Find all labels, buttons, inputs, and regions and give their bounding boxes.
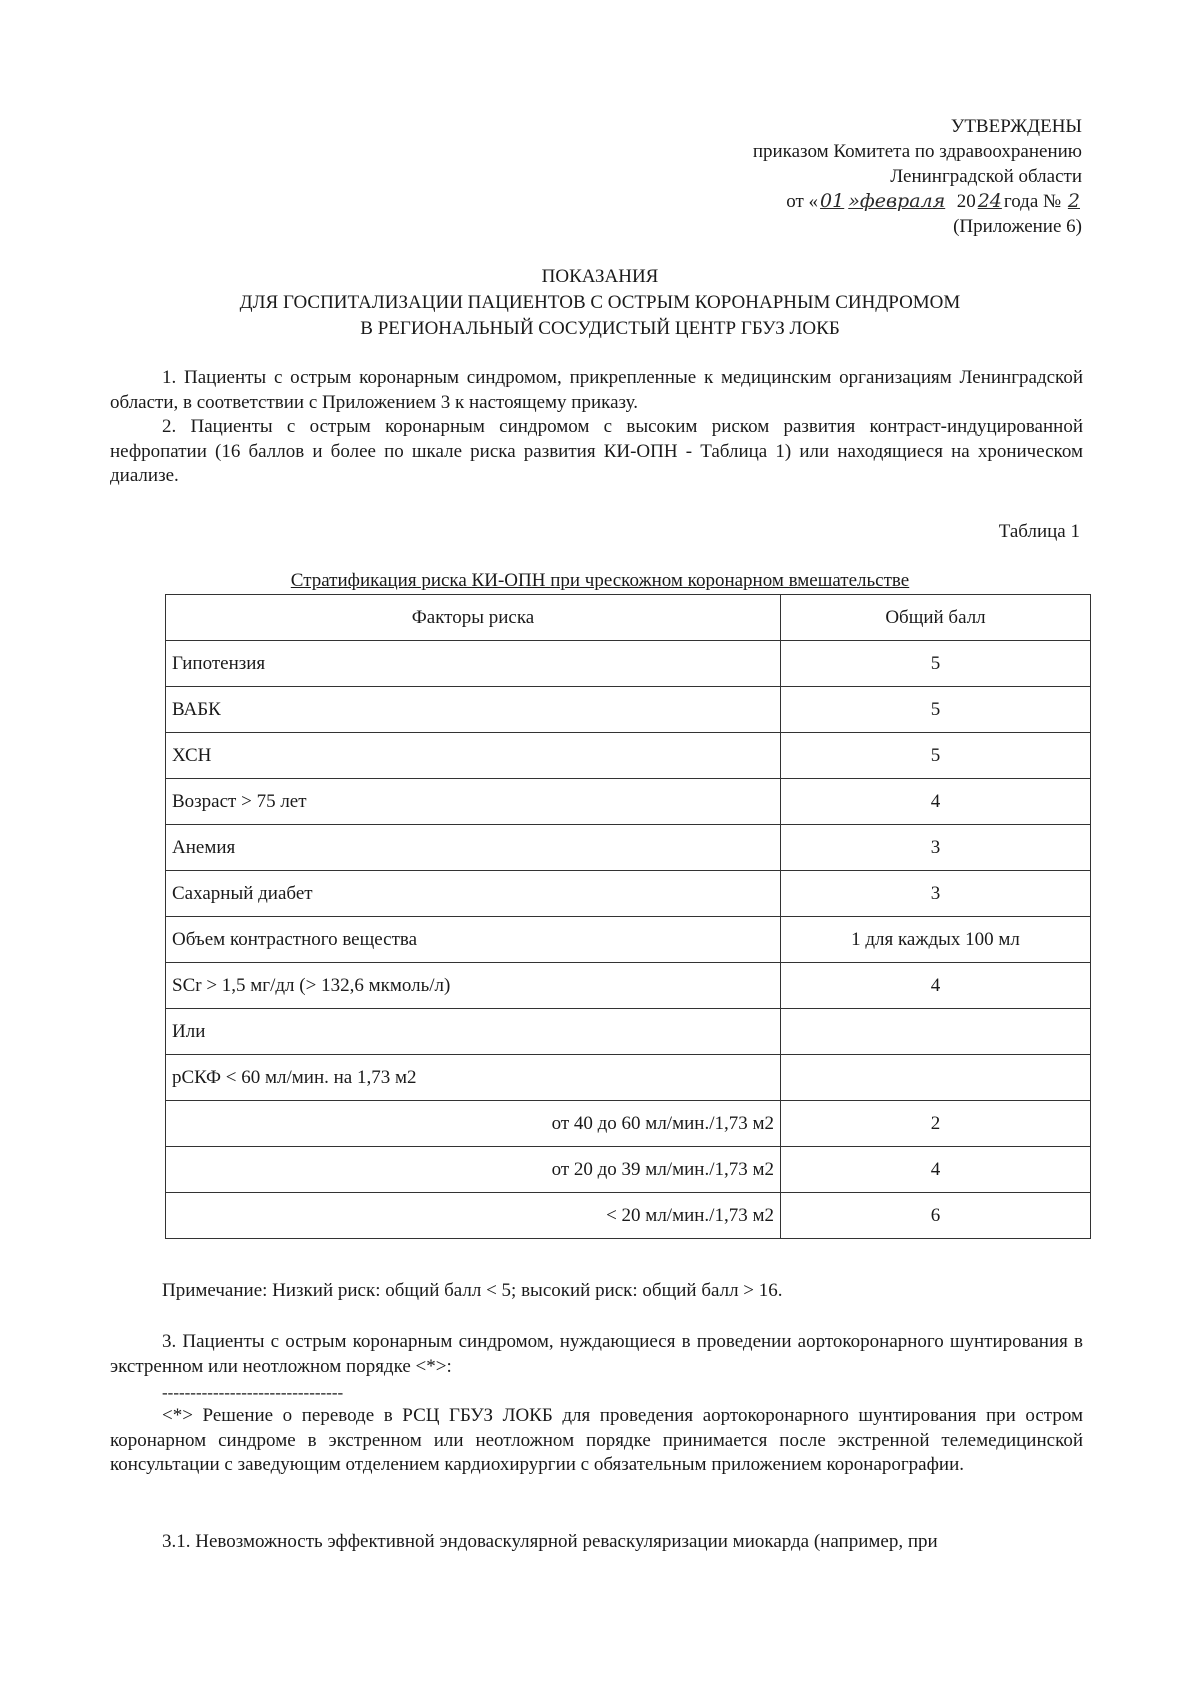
risk-score: 5 bbox=[781, 687, 1091, 733]
risk-factor: рСКФ < 60 мл/мин. на 1,73 м2 bbox=[166, 1055, 781, 1101]
risk-factor: от 20 до 39 мл/мин./1,73 м2 bbox=[166, 1147, 781, 1193]
paragraph-2: 2. Пациенты с острым коронарным синдромом с высоким риском развития контраст-индуцированной нефропатии (16 баллов и более по шкале риска развития КИ-ОПН - Таблица 1) или находящиеся на хроническом диализе. bbox=[110, 416, 1083, 486]
risk-score: 6 bbox=[781, 1193, 1091, 1239]
risk-factor: Гипотензия bbox=[166, 641, 781, 687]
risk-table bbox=[165, 594, 1091, 1239]
approval-order-issuer: приказом Комитета по здравоохранению bbox=[752, 141, 1082, 162]
table-row bbox=[166, 871, 1091, 917]
risk-score bbox=[781, 1055, 1091, 1101]
handwritten-month: »февраля bbox=[848, 190, 946, 212]
year-prefix: 20 bbox=[956, 191, 976, 212]
table-row bbox=[166, 1147, 1091, 1193]
header-total-score: Общий балл bbox=[781, 595, 1091, 641]
handwritten-day: 01 bbox=[820, 190, 845, 212]
document-title bbox=[150, 264, 1050, 342]
risk-factor: Объем контрастного вещества bbox=[166, 917, 781, 963]
title-line-3: В РЕГИОНАЛЬНЫЙ СОСУДИСТЫЙ ЦЕНТР ГБУЗ ЛОКБ bbox=[360, 318, 840, 339]
section-3-1 bbox=[110, 1530, 1083, 1555]
risk-score: 3 bbox=[781, 871, 1091, 917]
handwritten-year: 24 bbox=[977, 190, 1002, 212]
paragraph-3: 3. Пациенты с острым коронарным синдромом, нуждающиеся в проведении аортокоронарного шунтирования в экстренном или неотложном порядке <*>: bbox=[110, 1331, 1083, 1377]
footnote-separator: -------------------------------- bbox=[162, 1383, 344, 1402]
table-caption: Стратификация риска КИ-ОПН при чрескожном коронарном вмешательстве bbox=[290, 570, 910, 591]
table-note: Примечание: Низкий риск: общий балл < 5; высокий риск: общий балл > 16. bbox=[162, 1280, 783, 1301]
approval-date-line bbox=[482, 189, 1082, 214]
table-header-row bbox=[166, 595, 1091, 641]
table-row bbox=[166, 733, 1091, 779]
table-row bbox=[166, 1101, 1091, 1147]
risk-score: 1 для каждых 100 мл bbox=[781, 917, 1091, 963]
risk-score: 3 bbox=[781, 825, 1091, 871]
risk-score: 5 bbox=[781, 641, 1091, 687]
risk-factor: Сахарный диабет bbox=[166, 871, 781, 917]
table-row bbox=[166, 1055, 1091, 1101]
risk-factor: < 20 мл/мин./1,73 м2 bbox=[166, 1193, 781, 1239]
appendix-label: (Приложение 6) bbox=[953, 216, 1082, 237]
header-risk-factors: Факторы риска bbox=[166, 595, 781, 641]
approval-heading: УТВЕРЖДЕНЫ bbox=[950, 116, 1082, 137]
risk-score: 5 bbox=[781, 733, 1091, 779]
date-prefix: от « bbox=[786, 191, 819, 212]
table-label: Таблица 1 bbox=[998, 521, 1080, 542]
risk-score bbox=[781, 1009, 1091, 1055]
risk-score: 2 bbox=[781, 1101, 1091, 1147]
handwritten-order-number: 2 bbox=[1067, 190, 1080, 212]
risk-score: 4 bbox=[781, 963, 1091, 1009]
title-line-2: ДЛЯ ГОСПИТАЛИЗАЦИИ ПАЦИЕНТОВ С ОСТРЫМ КОРОНАРНЫМ СИНДРОМОМ bbox=[239, 292, 961, 313]
table-row bbox=[166, 1193, 1091, 1239]
risk-factor: Возраст > 75 лет bbox=[166, 779, 781, 825]
intro-paragraphs bbox=[110, 366, 1083, 489]
approval-block bbox=[482, 114, 1082, 239]
table-row bbox=[166, 779, 1091, 825]
table-row bbox=[166, 641, 1091, 687]
title-line-1: ПОКАЗАНИЯ bbox=[541, 266, 659, 287]
table-row bbox=[166, 825, 1091, 871]
table-row bbox=[166, 917, 1091, 963]
table-row bbox=[166, 687, 1091, 733]
date-suffix: года № bbox=[1003, 191, 1062, 212]
paragraph-3-1: 3.1. Невозможность эффективной эндоваскулярной реваскуляризации миокарда (например, при bbox=[162, 1531, 938, 1552]
risk-score: 4 bbox=[781, 779, 1091, 825]
approval-region: Ленинградской области bbox=[890, 166, 1082, 187]
risk-factor: от 40 до 60 мл/мин./1,73 м2 bbox=[166, 1101, 781, 1147]
footnote-text: <*> Решение о переводе в РСЦ ГБУЗ ЛОКБ для проведения аортокоронарного шунтирования при остром коронарном синдроме в экстренном или неотложном порядке принимается после экстренной телемедицинской консультации с заведующим отделением кардиохирургии с обязательным приложением коронарографии. bbox=[110, 1405, 1083, 1475]
paragraph-1: 1. Пациенты с острым коронарным синдромом, прикрепленные к медицинским организациям Ленинградской области, в соответствии с Приложением 3 к настоящему приказу. bbox=[110, 367, 1083, 413]
table-row bbox=[166, 963, 1091, 1009]
risk-factor: ХСН bbox=[166, 733, 781, 779]
risk-score: 4 bbox=[781, 1147, 1091, 1193]
risk-factor: SCr > 1,5 мг/дл (> 132,6 мкмоль/л) bbox=[166, 963, 781, 1009]
risk-factor: ВАБК bbox=[166, 687, 781, 733]
risk-factor: Анемия bbox=[166, 825, 781, 871]
table-row bbox=[166, 1009, 1091, 1055]
footnote bbox=[110, 1404, 1083, 1478]
section-3 bbox=[110, 1330, 1083, 1379]
risk-factor: Или bbox=[166, 1009, 781, 1055]
